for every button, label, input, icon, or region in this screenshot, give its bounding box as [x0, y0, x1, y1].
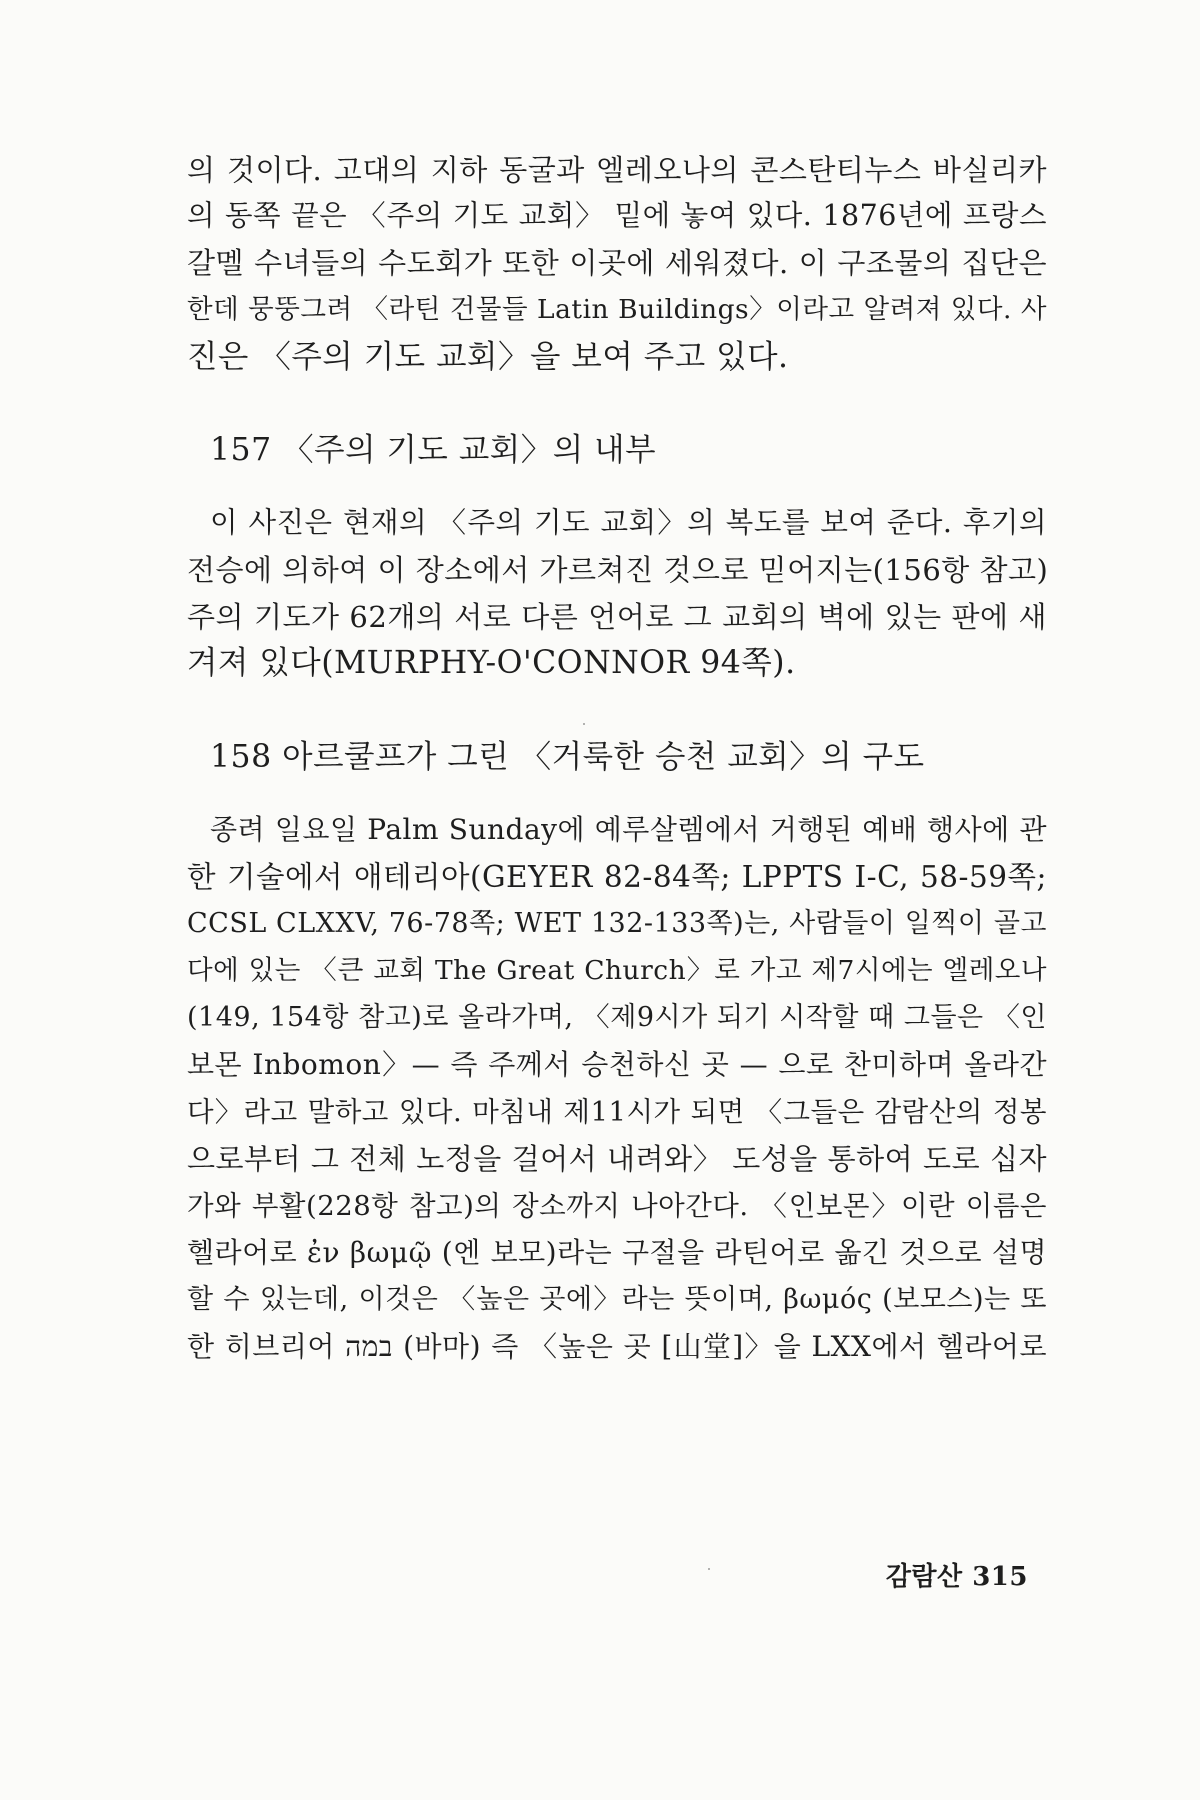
section-heading-158: 158 아르쿨프가 그린 〈거룩한 승천 교회〉의 구도 [210, 739, 925, 775]
text-line: 진은 〈주의 기도 교회〉을 보여 주고 있다. [187, 339, 789, 375]
text-line: 전승에 의하여 이 장소에서 가르쳐진 것으로 믿어지는(156항 참고) [187, 553, 1049, 587]
text-line: 갈멜 수녀들의 수도회가 또한 이곳에 세워졌다. 이 구조물의 집단은 [187, 246, 1047, 280]
scan-speck [708, 1568, 710, 1570]
text-line: 한 기술에서 애테리아(GEYER 82-84쪽; LPPTS I-C, 58-59쪽; [187, 860, 1047, 894]
text-line: 다에 있는 〈큰 교회 The Great Church〉로 가고 제7시에는 엘레오나 [187, 955, 1047, 986]
text-line: (149, 154항 참고)로 올라가며, 〈제9시가 되기 시작할 때 그들은 〈인 [187, 1002, 1047, 1033]
text-line: CCSL CLXXV, 76-78쪽; WET 132-133쪽)는, 사람들이 일찍이 골고 [187, 908, 1047, 939]
page-footer: 감람산 315 [885, 1562, 1028, 1592]
text-line: 겨져 있다(MURPHY-O'CONNOR 94쪽). [187, 645, 796, 681]
text-line: 가와 부활(228항 참고)의 장소까지 나아간다. 〈인보몬〉이란 이름은 [187, 1190, 1047, 1222]
text-line: 주의 기도가 62개의 서로 다른 언어로 그 교회의 벽에 있는 판에 새 [187, 600, 1047, 634]
text-line: 으로부터 그 전체 노정을 걸어서 내려와〉 도성을 통하여 도로 십자 [187, 1142, 1047, 1176]
text-line: 의 동쪽 끝은 〈주의 기도 교회〉 밑에 놓여 있다. 1876년에 프랑스 [187, 199, 1047, 232]
text-line: 보몬 Inbomon〉— 즉 주께서 승천하신 곳 — 으로 찬미하며 올라간 [187, 1048, 1047, 1081]
text-line: 한 히브리어 במה (바마) 즉 〈높은 곳 [山堂]〉을 LXX에서 헬라어로 [187, 1330, 1047, 1363]
text-line: 이 사진은 현재의 〈주의 기도 교회〉의 복도를 보여 준다. 후기의 [210, 506, 1047, 539]
text-line: 할 수 있는데, 이것은 〈높은 곳에〉라는 뜻이며, βωμός (보모스)는 또 [187, 1284, 1047, 1315]
text-line: 종려 일요일 Palm Sunday에 예루살렘에서 거행된 예배 행사에 관 [210, 813, 1047, 846]
section-heading-157: 157 〈주의 기도 교회〉의 내부 [210, 432, 657, 468]
text-line: 헬라어로 ἐν βωμῷ (엔 보모)라는 구절을 라틴어로 옮긴 것으로 설명 [187, 1236, 1047, 1269]
text-line: 의 것이다. 고대의 지하 동굴과 엘레오나의 콘스탄티누스 바실리카 [187, 153, 1047, 187]
text-line: 다〉라고 말하고 있다. 마침내 제11시가 되면 〈그들은 감람산의 정봉 [187, 1096, 1047, 1128]
scan-speck [583, 723, 585, 725]
text-line: 한데 뭉뚱그려 〈라틴 건물들 Latin Buildings〉이라고 알려져 있다. 사 [187, 294, 1047, 325]
